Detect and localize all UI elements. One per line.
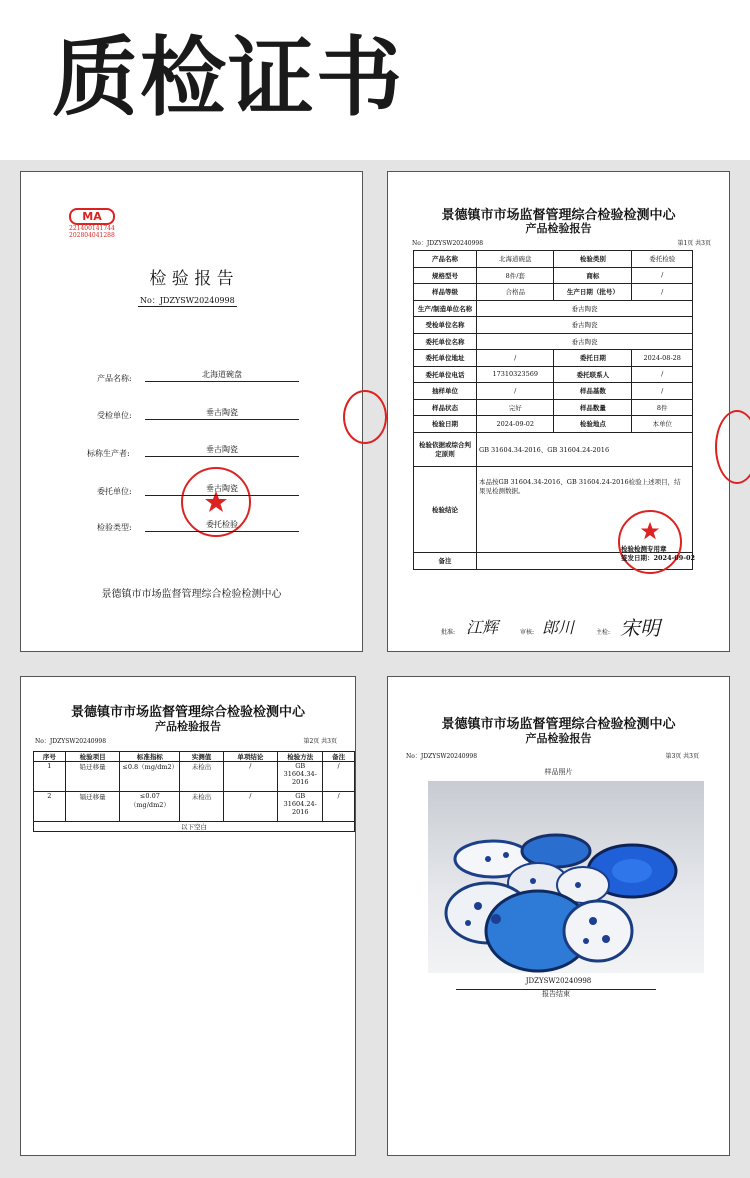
table-row [414,383,693,400]
seal-text: 检验检测专用章 [621,545,667,553]
field-value: / [477,350,554,367]
field-label: 样品数量 [554,399,632,416]
cell: / [223,792,278,822]
field-value: 垂古陶瓷 [477,300,693,317]
col-header: 实测值 [180,752,223,762]
col-header: 标准指标 [120,752,180,762]
field-value: GB 31604.34-2016、GB 31604.24-2016 [477,432,693,466]
field-label: 样品等级 [414,284,477,301]
center-name: 景德镇市市场监督管理综合检验检测中心 [441,208,676,223]
photo-label: 样品照片 [544,768,573,776]
field-label: 检验结论 [414,466,477,552]
field-label: 样品基数 [554,383,632,400]
field-label: 规格型号 [414,267,477,284]
seal-caption [621,545,695,563]
field-value: 垂古陶瓷 [477,333,693,350]
table-row [414,300,693,317]
field-label: 产品名称 [414,251,477,268]
report-no: No：JDZYSW20240998 [412,240,484,247]
cell: 2 [34,792,66,822]
cell: 未检出 [180,792,223,822]
report-end [456,989,656,999]
field-value: 8件 [632,399,693,416]
page-number: 第3页 共3页 [665,753,699,760]
field-label: 检验地点 [554,416,632,433]
table-row [34,792,355,822]
red-seal [618,510,682,574]
page-title: 质检证书 [52,28,404,128]
col-header: 备注 [323,752,355,762]
blank-below-note: 以下空白 [34,822,355,832]
report-no: No：JDZYSW20240998 [406,753,478,760]
report-subtitle: 产品检验报告 [525,222,592,235]
field-label: 委托单位电话 [414,366,477,383]
page-number: 第1页 共3页 [677,240,711,247]
field-value: 北海道碗盘 [477,251,554,268]
field-value: / [632,284,693,301]
report-page-3 [387,676,730,1156]
field-label: 检验日期 [414,416,477,433]
report-subtitle: 产品检验报告 [525,732,592,745]
table-row [414,416,693,433]
star-icon [640,521,660,541]
report-page-1 [387,171,730,652]
cell: ≤0.8（mg/dm2） [120,762,180,792]
table-row [414,267,693,284]
table-row [414,251,693,268]
field-label: 生产日期（批号） [554,284,632,301]
report-no: No：JDZYSW20240998 [35,738,107,745]
cell: / [223,762,278,792]
field-label: 样品状态 [414,399,477,416]
field-label: 委托联系人 [554,366,632,383]
cover-title: 检 验 报 告 [149,269,234,289]
cell: GB 31604.24-2016 [278,792,323,822]
results-table [33,751,355,832]
field-label: 备注 [414,552,477,569]
field-value: 2024-09-02 [477,416,554,433]
field-label: 抽样单位 [414,383,477,400]
table-row [414,432,693,466]
field-value: 2024-08-28 [632,350,693,367]
field-label: 委托单位名称 [414,333,477,350]
field-label: 委托单位地址 [414,350,477,367]
table-row [414,350,693,367]
center-name: 景德镇市市场监督管理综合检验检测中心 [441,717,676,732]
field-label: 检验依据或综合判定原则 [414,432,477,466]
review-label: 审核: [520,629,535,636]
report-cover-page: MA 221400141744 202804041288 检 验 报 告 No：JDZYSW20240998 产品名称: 北海道碗盘 受检单位: 垂古陶瓷 标称生产者: 垂古陶瓷 委托单位: 垂古陶瓷 检验类型: 委托检验 景德镇市市场监督管理综合检验检测中心 [20,171,363,652]
field-value: 17310323569 [477,366,554,383]
field-value: 合格品 [477,284,554,301]
reviewer-signature: 郎川 [542,618,575,637]
table-row [414,317,693,334]
report-end-text: 报告结束 [542,990,570,998]
field-label: 委托日期 [554,350,632,367]
cell: / [323,792,355,822]
table-row [414,333,693,350]
report-page-2 [20,676,356,1156]
table-row [414,399,693,416]
col-header: 检验项目 [65,752,120,762]
field-value: / [477,383,554,400]
table-row [34,762,355,792]
col-header: 单项结论 [223,752,278,762]
field-label: 生产/制造单位名称 [414,300,477,317]
cell: GB 31604.34-2016 [278,762,323,792]
inspector-signature: 宋明 [620,616,660,640]
field-value: / [632,366,693,383]
field-value: / [632,267,693,284]
center-name: 景德镇市市场监督管理综合检验检测中心 [70,705,305,720]
report-subtitle: 产品检验报告 [155,720,221,733]
cma-logo: MA 221400141744 202804041288 [69,210,115,239]
approve-label: 批准: [441,629,456,636]
field-value: 委托检验 [632,251,693,268]
photo-report-no: JDZYSW20240998 [525,977,592,985]
cover-report-no: No：JDZYSW20240998 [140,296,235,305]
field-label: 商标 [554,267,632,284]
field-value: 完好 [477,399,554,416]
page-number: 第2页 共3页 [303,738,337,745]
table-row [414,366,693,383]
inspect-label: 主检: [596,629,611,636]
field-value: 8件/套 [477,267,554,284]
field-value: / [632,383,693,400]
field-label: 检验类别 [554,251,632,268]
cell: 镉迁移量 [65,792,120,822]
cover-footer: 景德镇市市场监督管理综合检验检测中心 [101,589,282,600]
cell: / [323,762,355,792]
cell: 铅迁移量 [65,762,120,792]
red-seal-partial [343,390,387,444]
field-value: 垂古陶瓷 [477,317,693,334]
issue-date: 签发日期：2024-09-02 [621,554,696,562]
field-value: 本单位 [632,416,693,433]
table-row [414,284,693,301]
col-header: 序号 [34,752,66,762]
field-label: 受检单位名称 [414,317,477,334]
cell: ≤0.07（mg/dm2） [120,792,180,822]
approver-signature: 江辉 [466,618,499,637]
cell: 未检出 [180,762,223,792]
sample-photo [428,781,704,973]
cell: 1 [34,762,66,792]
field-value: 本品按GB 31604.34-2016、GB 31604.24-2016检验上述项目，结果见检测数据。 [477,466,693,552]
col-header: 检验方法 [278,752,323,762]
